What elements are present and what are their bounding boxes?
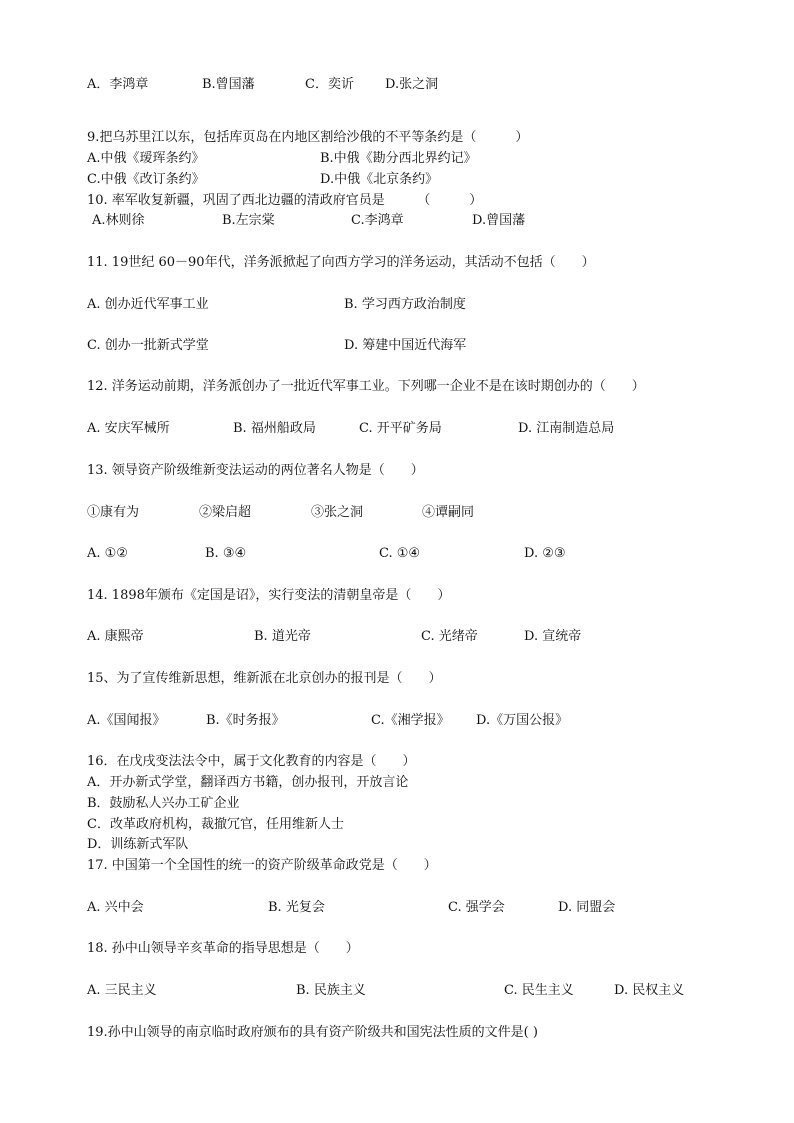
q13-option-c: C. ①④ [379,546,421,561]
q10-option-d: D.曾国藩 [472,213,526,228]
q12-option-c: C. 开平矿务局 [359,421,442,436]
q9-option-a: A.中俄《瑷珲条约》 [87,151,205,166]
q10-option-a: A.林则徐 [92,213,145,228]
q12-option-b: B. 福州船政局 [233,421,316,436]
q13-stem-text: 13. 领导资产阶级维新变法运动的两位著名人物是（ ） [87,463,424,478]
q12-option-a: A. 安庆军械所 [87,421,170,436]
q16-option-c: C．改革政府机构，裁撤冗官，任用维新人士 [87,817,344,832]
q18-option-c: C. 民生主义 [504,983,574,998]
q15-options-row [0,714,794,732]
q13-item-3: ③张之洞 [311,505,364,520]
q16-option-a: A．开办新式学堂，翻译西方书籍，创办报刊，开放言论 [87,775,409,790]
q11-option-a: A. 创办近代军事工业 [87,297,209,312]
q14-options-row [0,630,794,648]
q8-options-row [0,78,794,96]
q9-stem-text: 9.把乌苏里江以东，包括库页岛在内地区割给沙俄的不平等条约是（ ） [87,130,529,145]
q13-option-a: A. ①② [87,546,128,561]
q19-stem [0,1026,794,1044]
q10-stem-text: 10. 率军收复新疆，巩固了西北边疆的清政府官员是 （ ） [87,193,483,208]
q8-option-a: A．李鸿章 [87,77,149,92]
q13-options-row [0,547,794,565]
q14-option-d: D. 宣统帝 [524,629,582,644]
q12-options-row [0,422,794,440]
q14-stem [0,589,794,607]
q18-stem-text: 18. 孙中山领导辛亥革命的指导思想是（ ） [87,941,359,956]
q15-stem-text: 15、为了宣传维新思想，维新派在北京创办的报刊是（ ） [87,671,442,686]
q16-option-d: D．训练新式军队 [87,837,189,852]
q15-option-d: D.《万国公报》 [476,713,569,728]
q15-option-a: A.《国闻报》 [87,713,166,728]
q17-option-b: B. 光复会 [268,900,325,915]
q10-stem [0,194,794,212]
q9-option-d: D.中俄《北京条约》 [320,172,439,187]
q11-stem-text: 11. 19世纪 60－90年代，洋务派掀起了向西方学习的洋务运动，其活动不包括（ ） [87,255,595,270]
q10-options-row [0,214,794,232]
q8-option-d: D.张之洞 [385,77,439,92]
q11-option-b: B. 学习西方政治制度 [344,297,466,312]
q16-option-c-row [0,818,794,836]
q9-stem [0,131,794,149]
q11-stem [0,256,794,274]
q13-item-1: ①康有为 [87,505,140,520]
q17-options-row [0,901,794,919]
q11-option-c: C. 创办一批新式学堂 [87,338,209,353]
q16-stem-text: 16．在戊戌变法法令中，属于文化教育的内容是（ ） [87,754,416,769]
q18-options-row [0,984,794,1002]
q13-option-b: B. ③④ [205,546,247,561]
q16-option-d-row [0,838,794,856]
q11-option-d: D. 筹建中国近代海军 [344,338,467,353]
q16-option-b-row [0,797,794,815]
q15-option-c: C.《湘学报》 [371,713,450,728]
q17-option-a: A. 兴中会 [87,900,144,915]
q8-option-c: C．奕䜣 [305,77,354,92]
q17-option-c: C. 强学会 [448,900,505,915]
q16-option-a-row [0,776,794,794]
q12-stem-text: 12. 洋务运动前期，洋务派创办了一批近代军事工业。下列哪一企业不是在该时期创办的（ ） [87,379,645,394]
q14-option-c: C. 光绪帝 [421,629,478,644]
q9-options-row-2 [0,173,794,191]
q18-option-a: A. 三民主义 [87,983,157,998]
q12-option-d: D. 江南制造总局 [518,421,615,436]
q18-stem [0,942,794,960]
q15-option-b: B.《时务报》 [206,713,285,728]
q13-option-d: D. ②③ [524,546,566,561]
q13-stem [0,464,794,482]
q8-option-b: B.曾国藩 [202,77,255,92]
q16-option-b: B．鼓励私人兴办工矿企业 [87,796,240,811]
q18-option-d: D. 民权主义 [614,983,685,998]
q19-stem-text: 19.孙中山领导的南京临时政府颁布的具有资产阶级共和国宪法性质的文件是( ) [87,1025,538,1040]
q12-stem [0,380,794,398]
q14-stem-text: 14. 1898年颁布《定国是诏》，实行变法的清朝皇帝是（ ） [87,588,451,603]
q9-options-row-1 [0,152,794,170]
q14-option-a: A. 康熙帝 [87,629,144,644]
q16-stem [0,755,794,773]
q17-stem [0,859,794,877]
q13-item-4: ④谭嗣同 [422,505,475,520]
q15-stem [0,672,794,690]
q17-option-d: D. 同盟会 [558,900,616,915]
q11-options-row-1 [0,298,794,316]
q10-option-c: C.李鸿章 [351,213,404,228]
q11-options-row-2 [0,339,794,357]
q13-item-2: ②梁启超 [199,505,252,520]
q9-option-b: B.中俄《勘分西北界约记》 [320,151,477,166]
q14-option-b: B. 道光帝 [254,629,311,644]
q10-option-b: B.左宗棠 [222,213,275,228]
q18-option-b: B. 民族主义 [296,983,366,998]
q17-stem-text: 17. 中国第一个全国性的统一的资产阶级革命政党是（ ） [87,858,437,873]
q9-option-c: C.中俄《改订条约》 [87,172,205,187]
q13-items-row [0,506,794,524]
